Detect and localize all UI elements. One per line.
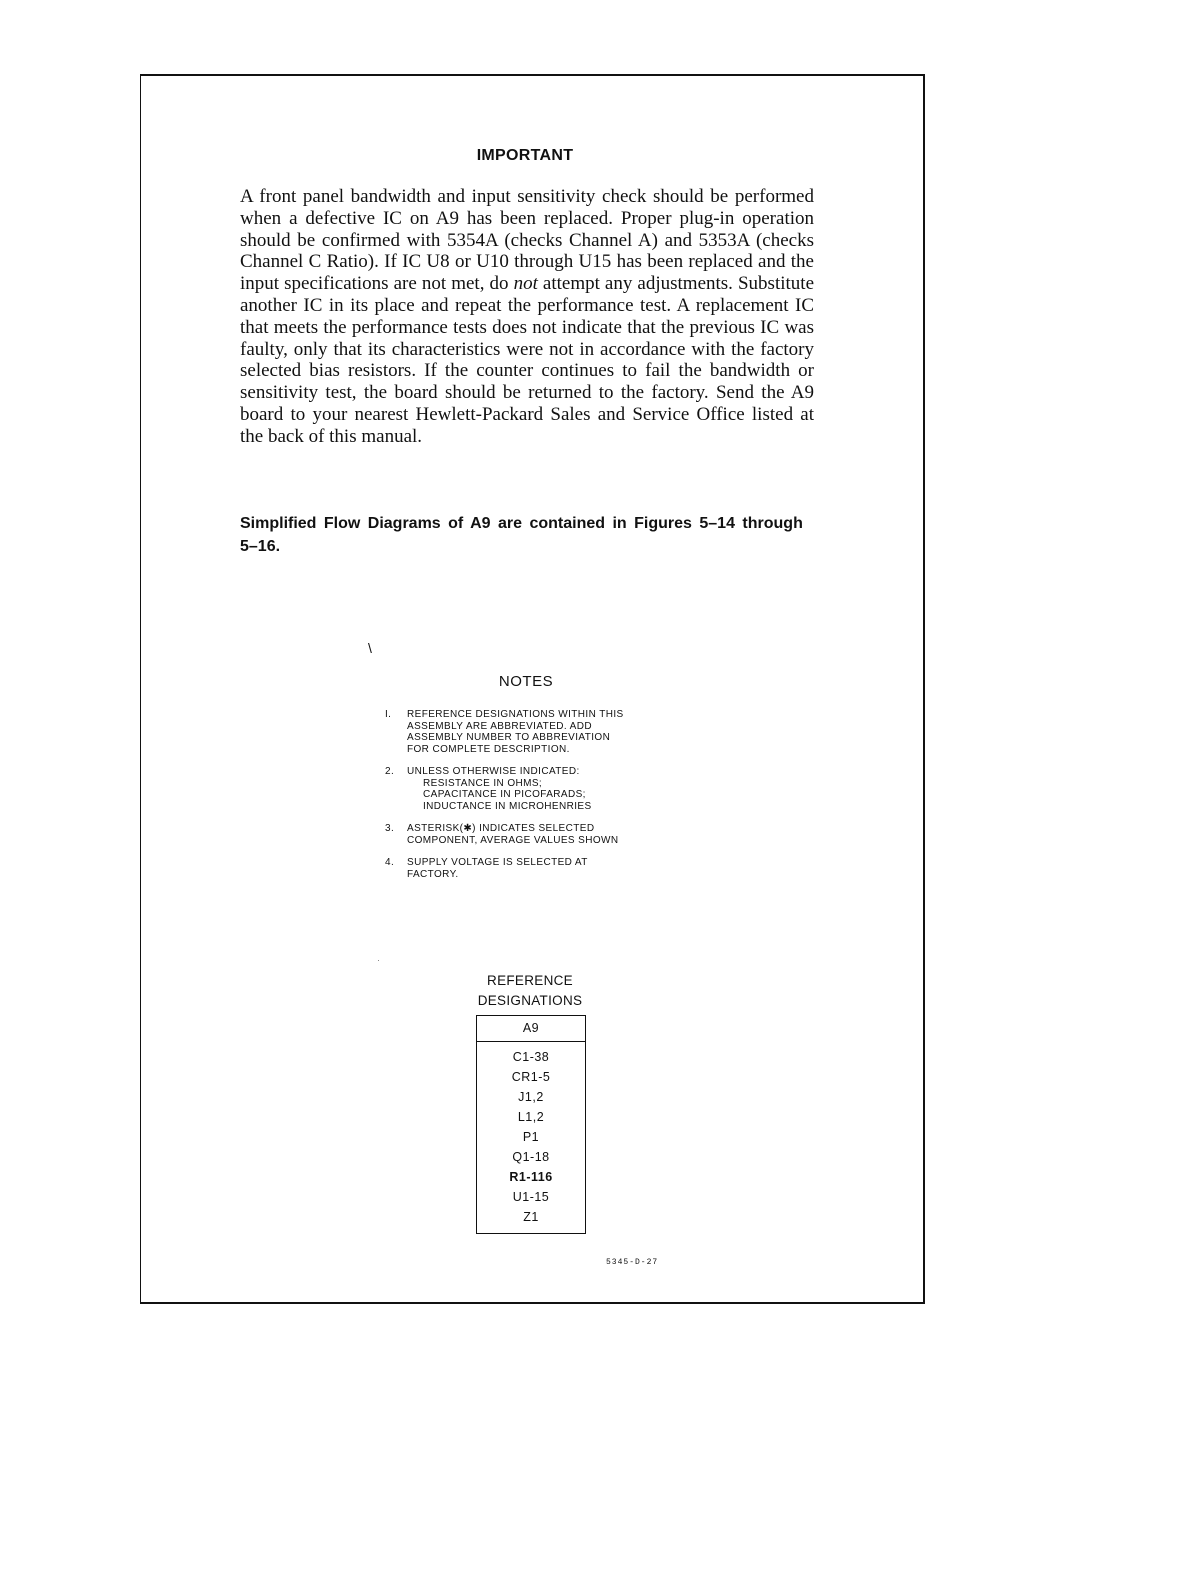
designation-row: U1-15 xyxy=(512,1190,550,1204)
designation-row: L1,2 xyxy=(517,1110,545,1124)
designations-list xyxy=(477,1042,585,1233)
note-line: ASTERISK(✱) INDICATES SELECTED xyxy=(407,823,595,834)
assembly-header: A9 xyxy=(477,1016,585,1042)
important-heading: IMPORTANT xyxy=(476,147,574,164)
reference-title-line: REFERENCE xyxy=(487,973,573,988)
note-item xyxy=(383,766,683,812)
designation-row: CR1-5 xyxy=(511,1070,551,1084)
note-line: RESISTANCE IN OHMS; xyxy=(423,777,543,789)
notes-heading: NOTES xyxy=(498,673,554,690)
note-line: COMPONENT, AVERAGE VALUES SHOWN xyxy=(407,834,619,846)
paragraph-part-1: A front panel bandwidth and input sensitivity check should be performed when a defective IC on A9 has been replaced. Proper plug‑in operation should be confirmed with 5354A (checks Channel A) and 5353A (checks Channel C Ratio). If IC U8 or U10 through U15 has been replaced and the input specifications are not met, do xyxy=(240,186,814,295)
reference-designations-heading xyxy=(468,971,592,1011)
paragraph-part-2: attempt any adjustments. Substitute another IC in its place and repeat the performance test. A replacement IC that meets the performance tests does not indicate that the previous IC was faulty, only that its characteristics were not in accordance with the factory selected bias resistors. If the counter continues to fail the bandwidth or sensitivity test, the board should be returned to the factory. Send the A9 board to your nearest Hewlett-Packard Sales and Service Office listed at the back of this manual. xyxy=(240,273,814,447)
designation-row: J1,2 xyxy=(518,1090,544,1104)
important-paragraph xyxy=(240,186,814,448)
flow-diagram-note: Simplified Flow Diagrams of A9 are contained in Figures 5–14 through 5–16. xyxy=(240,515,803,555)
reference-title-line: DESIGNATIONS xyxy=(477,993,583,1008)
note-item xyxy=(383,823,683,846)
designation-row: R1-116 xyxy=(509,1170,553,1184)
note-line: REFERENCE DESIGNATIONS WITHIN THIS xyxy=(407,709,624,720)
note-number: I. xyxy=(385,709,392,720)
designation-row: P1 xyxy=(522,1130,540,1144)
designation-row: Q1-18 xyxy=(512,1150,550,1164)
emphasis-not: not xyxy=(513,273,538,295)
note-line: CAPACITANCE IN PICOFARADS; xyxy=(423,789,586,800)
note-line: ASSEMBLY NUMBER TO ABBREVIATION xyxy=(407,732,611,743)
designation-row: Z1 xyxy=(523,1210,539,1224)
note-item xyxy=(383,709,683,755)
figure-code: 5345-D-27 xyxy=(606,1258,659,1267)
note-line: ASSEMBLY ARE ABBREVIATED. ADD xyxy=(407,720,592,732)
stray-mark: \ xyxy=(368,640,372,656)
stray-dot xyxy=(378,960,379,961)
designation-row: C1-38 xyxy=(512,1050,550,1064)
note-line: SUPPLY VOLTAGE IS SELECTED AT xyxy=(407,857,588,868)
notes-list xyxy=(383,709,683,891)
note-number: 4. xyxy=(385,857,395,868)
note-number: 3. xyxy=(385,823,395,834)
note-line: INDUCTANCE IN MICROHENRIES xyxy=(423,800,592,812)
note-number: 2. xyxy=(385,766,395,777)
note-item xyxy=(383,857,683,880)
note-line: FACTORY. xyxy=(407,868,459,880)
reference-designations-table xyxy=(476,1015,586,1234)
note-line: FOR COMPLETE DESCRIPTION. xyxy=(407,743,570,755)
note-line: UNLESS OTHERWISE INDICATED: xyxy=(407,766,580,777)
